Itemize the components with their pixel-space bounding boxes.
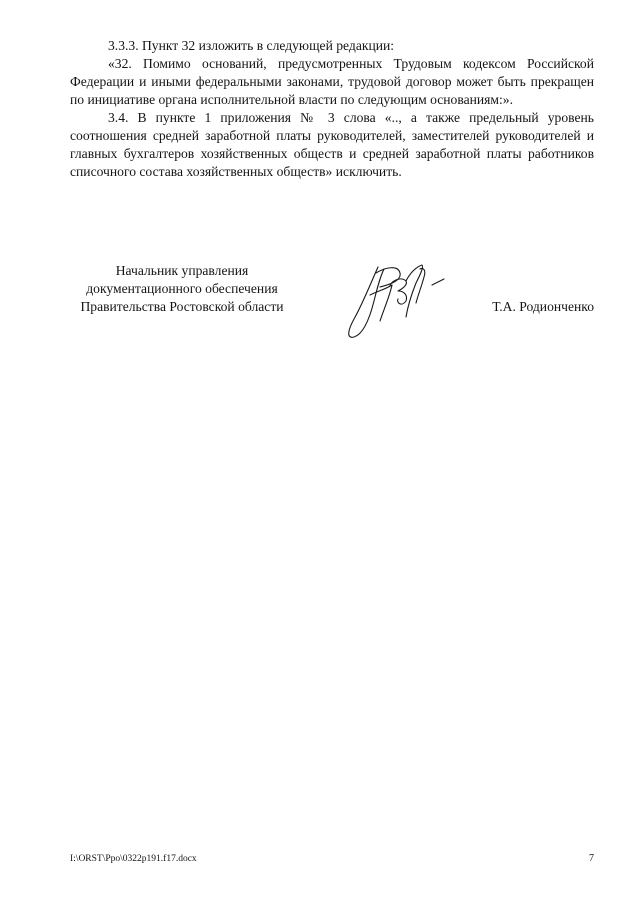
signer-position-line: Начальник управления [115,263,249,278]
signer-position-line: документационного обеспечения [86,281,278,296]
paragraph-3-4: 3.4. В пункте 1 приложения № 3 слова «.., а также предельный уровень соотношения средней заработной платы руководителей, заместителей руководителей и главных бухгалтеров хозяйственных обществ и средней заработной платы работников списочного состава хозяйственных обществ» исключить. [70,110,594,179]
signer-position [62,262,302,316]
paragraph-3-3-3: 3.3.3. Пункт 32 изложить в следующей редакции: [108,38,395,53]
signer-name: Т.А. Родионченко [492,299,594,314]
document-body [70,37,594,181]
signer-position-line: Правительства Ростовской области [80,299,284,314]
page-number: 7 [589,853,594,864]
handwritten-signature [340,255,460,345]
paragraph-point-32-text: «32. Помимо оснований, предусмотренных Трудовым кодексом Российской Федерации и иными федеральными законами, трудовой договор может быть прекращен по инициативе органа исполнительной власти по следующим основаниям:». [70,56,594,107]
footer-file-path: I:\ORST\Ppo\0322p191.f17.docx [70,854,197,864]
